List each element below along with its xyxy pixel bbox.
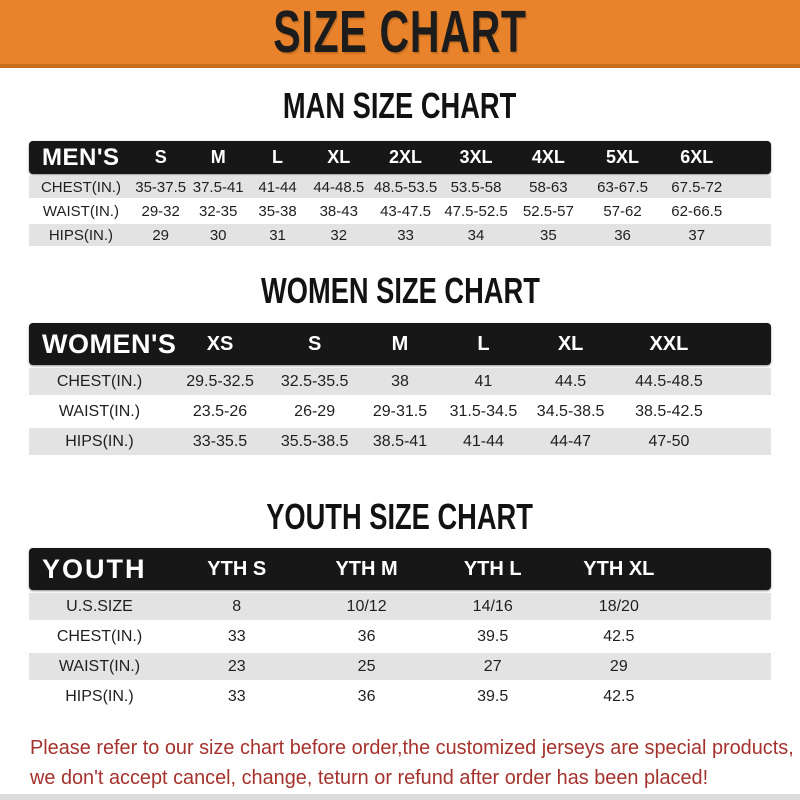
- header-size-cell: M: [391, 332, 409, 355]
- row-value-cell: 38-43: [319, 202, 358, 220]
- row-value-cell: 38.5-41: [372, 432, 428, 450]
- header-size-cell: 6XL: [680, 147, 714, 167]
- table-header-label: WOMEN'S: [42, 328, 177, 359]
- row-label-cell: HIPS(IN.): [48, 226, 114, 244]
- row-value-cell: 48.5-53.5: [373, 178, 438, 196]
- row-value-cell: 18/20: [598, 597, 639, 615]
- row-value-cell: 47-50: [648, 432, 690, 450]
- row-label-cell: CHEST(IN.): [56, 627, 143, 645]
- row-value-cell: 23: [227, 657, 246, 675]
- row-value-cell: 37.5-41: [192, 178, 244, 196]
- order-policy-line-2: we don't accept cancel, change, teturn or refund after order has been placed!: [30, 766, 709, 789]
- women-size-table: [29, 323, 771, 455]
- row-value-cell: 44-47: [550, 432, 592, 450]
- header-size-cell: 5XL: [606, 147, 640, 167]
- row-value-cell: 36: [357, 687, 376, 705]
- table-row: [29, 428, 771, 455]
- table-row: [29, 368, 771, 395]
- row-value-cell: 42.5: [603, 627, 635, 645]
- table-row: [29, 224, 771, 246]
- bottom-edge-strip: [0, 794, 800, 800]
- row-value-cell: 30: [209, 226, 227, 244]
- row-label-cell: WAIST(IN.): [58, 402, 141, 420]
- section-title-men: [0, 84, 800, 127]
- row-value-cell: 32-35: [199, 202, 238, 220]
- header-size-cell: 3XL: [459, 147, 493, 167]
- table-body: [29, 176, 771, 246]
- row-value-cell: 39.5: [477, 627, 509, 645]
- banner-title: SIZE CHART: [273, 0, 527, 66]
- row-value-cell: 33: [227, 627, 246, 645]
- section-title-youth: [0, 495, 800, 538]
- row-value-cell: 58-63: [529, 178, 568, 196]
- row-value-cell: 52.5-57: [522, 202, 574, 220]
- row-value-cell: 33: [227, 687, 246, 705]
- men-size-table: [29, 141, 771, 246]
- row-value-cell: 29-32: [141, 202, 180, 220]
- header-size-cell: M: [210, 147, 226, 167]
- row-value-cell: 35.5-38.5: [280, 432, 349, 450]
- row-value-cell: 57-62: [603, 202, 642, 220]
- header-size-cell: XS: [206, 332, 234, 355]
- row-value-cell: 31: [269, 226, 286, 244]
- row-value-cell: 53.5-58: [450, 178, 502, 196]
- table-header-row: [29, 548, 771, 590]
- section-women: [0, 269, 800, 455]
- row-value-cell: 38: [391, 372, 409, 390]
- header-size-cell: YTH XL: [583, 557, 655, 580]
- row-label-cell: HIPS(IN.): [65, 432, 134, 450]
- row-value-cell: 36: [614, 226, 631, 244]
- header-size-cell: 4XL: [531, 147, 565, 167]
- table-header-row: [29, 323, 771, 365]
- row-value-cell: 23.5-26: [192, 402, 248, 420]
- table-row: [29, 593, 771, 620]
- row-value-cell: 41-44: [462, 432, 504, 450]
- table-body: [29, 593, 771, 710]
- order-policy-line-1: Please refer to our size chart before order,the customized jerseys are special products,: [30, 736, 794, 759]
- row-value-cell: 38.5-42.5: [635, 402, 703, 420]
- row-value-cell: 29.5-32.5: [186, 372, 254, 390]
- row-value-cell: 25: [357, 657, 376, 675]
- row-value-cell: 35-37.5: [135, 178, 187, 196]
- row-value-cell: 27: [483, 657, 502, 675]
- header-size-cell: XL: [327, 147, 351, 167]
- row-label-cell: WAIST(IN.): [42, 202, 119, 220]
- row-value-cell: 14/16: [472, 597, 513, 615]
- row-value-cell: 32: [330, 226, 348, 244]
- row-value-cell: 10/12: [346, 597, 387, 615]
- row-label-cell: CHEST(IN.): [56, 372, 143, 390]
- row-value-cell: 37: [688, 226, 706, 244]
- row-value-cell: 34: [467, 226, 485, 244]
- row-value-cell: 39.5: [477, 687, 509, 705]
- row-value-cell: 47.5-52.5: [444, 202, 508, 220]
- row-value-cell: 67.5-72: [671, 178, 723, 196]
- header-size-cell: S: [307, 332, 322, 355]
- row-value-cell: 43-47.5: [380, 202, 431, 220]
- header-size-cell: XL: [557, 332, 584, 355]
- row-value-cell: 62-66.5: [671, 202, 723, 220]
- row-value-cell: 41: [474, 372, 493, 390]
- header-size-cell: YTH M: [335, 557, 398, 580]
- section-men: [0, 84, 800, 246]
- row-value-cell: 35: [540, 226, 557, 244]
- row-value-cell: 44.5-48.5: [635, 372, 703, 390]
- table-body: [29, 368, 771, 455]
- row-label-cell: U.S.SIZE: [66, 597, 133, 615]
- order-policy-note: [30, 733, 800, 793]
- table-row: [29, 683, 771, 710]
- table-row: [29, 176, 771, 198]
- header-size-cell: 2XL: [389, 147, 423, 167]
- header-size-cell: YTH L: [463, 557, 522, 580]
- row-value-cell: 31.5-34.5: [449, 402, 518, 420]
- row-value-cell: 36: [357, 627, 376, 645]
- row-label-cell: CHEST(IN.): [40, 178, 121, 196]
- row-value-cell: 63-67.5: [597, 178, 648, 196]
- row-value-cell: 44-48.5: [313, 178, 365, 196]
- size-chart-banner: [0, 0, 800, 68]
- header-size-cell: XXL: [649, 332, 689, 355]
- row-value-cell: 8: [232, 597, 242, 615]
- section-title-text: WOMEN SIZE CHART: [260, 269, 540, 312]
- row-value-cell: 41-44: [258, 178, 297, 196]
- row-label-cell: HIPS(IN.): [65, 687, 134, 705]
- table-row: [29, 200, 771, 222]
- row-value-cell: 29: [609, 657, 628, 675]
- table-row: [29, 653, 771, 680]
- row-value-cell: 42.5: [603, 687, 635, 705]
- table-header-label: MEN'S: [42, 143, 120, 171]
- table-row: [29, 623, 771, 650]
- section-title-text: YOUTH SIZE CHART: [266, 495, 534, 538]
- row-value-cell: 44.5: [555, 372, 587, 390]
- row-value-cell: 34.5-38.5: [536, 402, 605, 420]
- table-header-row: [29, 141, 771, 174]
- header-size-cell: S: [154, 147, 167, 167]
- table-header-label: YOUTH: [42, 553, 147, 584]
- row-value-cell: 29-31.5: [372, 402, 428, 420]
- row-value-cell: 29: [152, 226, 170, 244]
- row-label-cell: WAIST(IN.): [58, 657, 141, 675]
- section-title-women: [0, 269, 800, 312]
- section-title-text: MAN SIZE CHART: [283, 84, 517, 127]
- section-youth: [0, 495, 800, 710]
- row-value-cell: 26-29: [294, 402, 336, 420]
- row-value-cell: 32.5-35.5: [280, 372, 349, 390]
- youth-size-table: [29, 548, 771, 710]
- row-value-cell: 33: [397, 226, 414, 244]
- header-size-cell: L: [272, 147, 284, 167]
- header-size-cell: YTH S: [207, 557, 267, 580]
- row-value-cell: 35-38: [258, 202, 297, 220]
- header-size-cell: L: [477, 332, 490, 355]
- row-value-cell: 33-35.5: [192, 432, 248, 450]
- table-row: [29, 398, 771, 425]
